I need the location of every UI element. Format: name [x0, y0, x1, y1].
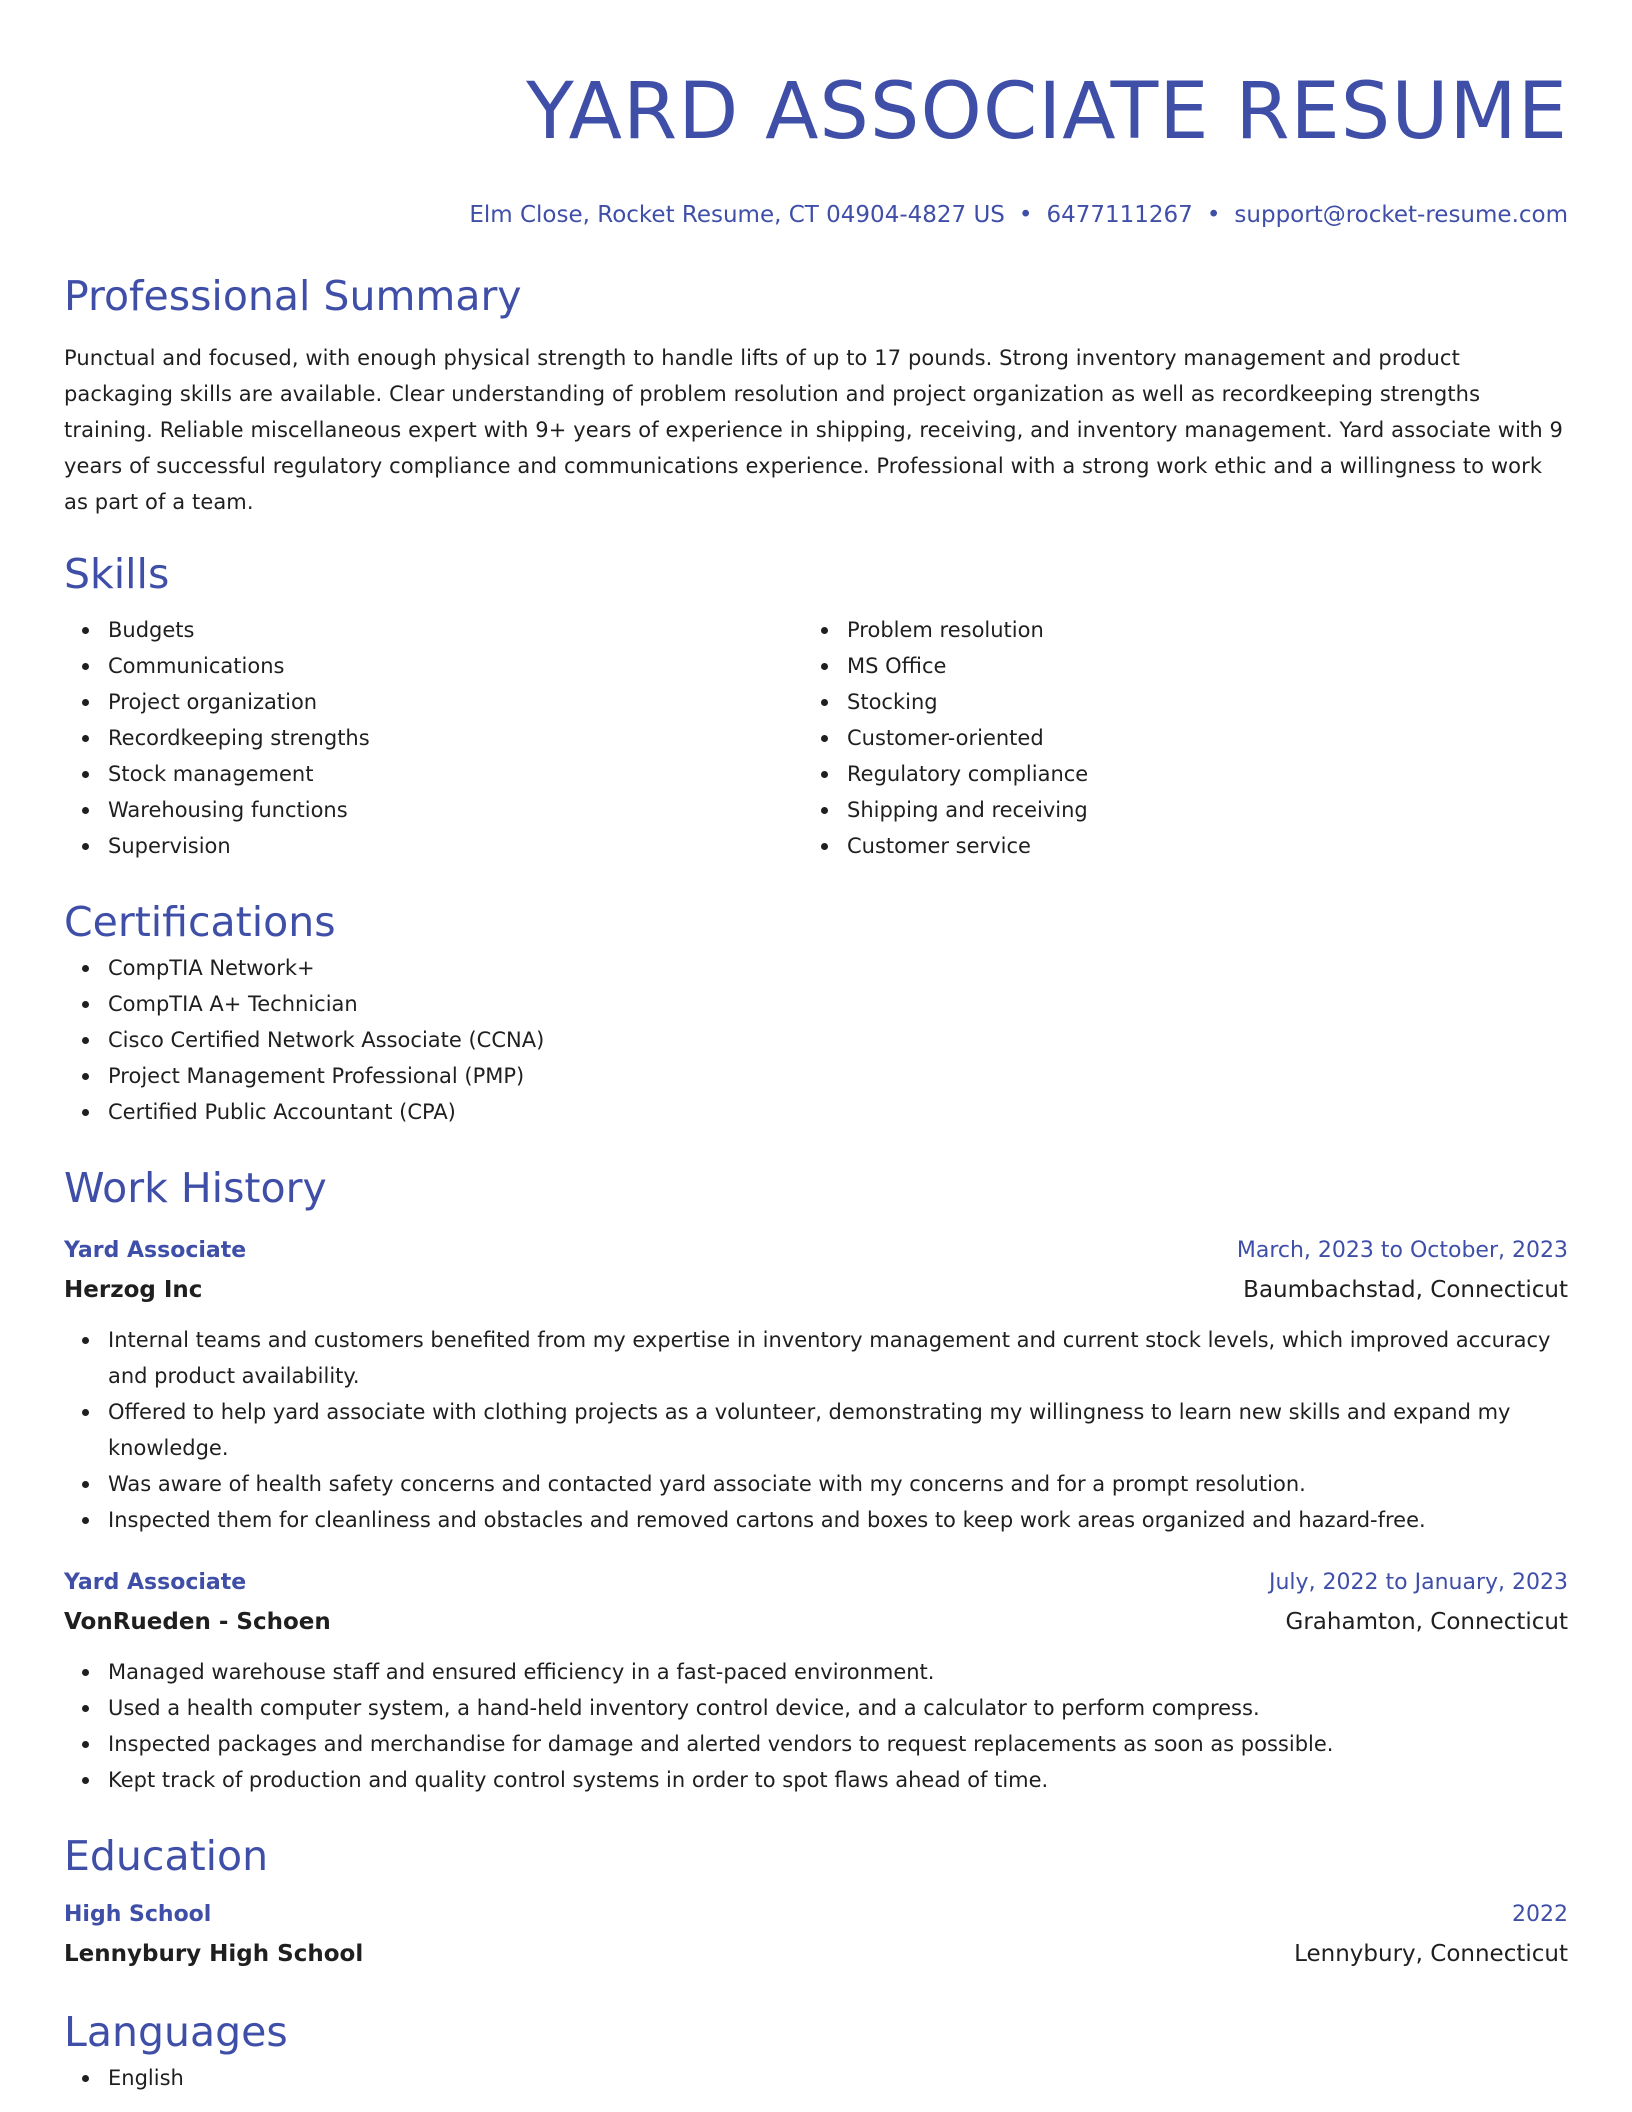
skill-item: Shipping and receiving — [847, 792, 1542, 828]
education-degree: High School — [64, 1902, 212, 1927]
certifications-list — [64, 950, 1568, 1130]
skill-item: Project organization — [108, 684, 803, 720]
job-location: Grahamton, Connecticut — [1285, 1609, 1568, 1635]
skill-item: Regulatory compliance — [847, 756, 1542, 792]
certification-item: Cisco Certified Network Associate (CCNA) — [108, 1022, 1568, 1058]
job-duty: Used a health computer system, a hand-held inventory control device, and a calculator to perform compress. — [108, 1690, 1568, 1726]
job-entry — [64, 1232, 1568, 1538]
job-company-row — [64, 1270, 1568, 1310]
contact-email: support@rocket-resume.com — [1234, 202, 1568, 228]
contact-address: Elm Close, Rocket Resume, CT 04904-4827 US — [469, 202, 1005, 228]
languages-list — [64, 2060, 1568, 2096]
education-header-row — [64, 1896, 1568, 1934]
job-header-row — [64, 1564, 1568, 1602]
contact-line — [64, 198, 1568, 232]
job-duty: Internal teams and customers benefited from my expertise in inventory management and current stock levels, which improved accuracy and product availability. — [108, 1322, 1568, 1394]
skill-item: Budgets — [108, 612, 803, 648]
skill-item: Stock management — [108, 756, 803, 792]
contact-phone: 6477111267 — [1046, 202, 1193, 228]
education-school-row — [64, 1934, 1568, 1974]
certification-item: Certified Public Accountant (CPA) — [108, 1094, 1568, 1130]
job-location: Baumbachstad, Connecticut — [1243, 1277, 1568, 1303]
certifications-heading: Certifications — [64, 898, 336, 946]
job-entry — [64, 1564, 1568, 1798]
skill-item: Stocking — [847, 684, 1542, 720]
skill-item: Problem resolution — [847, 612, 1542, 648]
job-duty: Kept track of production and quality control systems in order to spot flaws ahead of time. — [108, 1762, 1568, 1798]
education-year: 2022 — [1512, 1902, 1568, 1927]
skill-item: Communications — [108, 648, 803, 684]
skill-item: Customer service — [847, 828, 1542, 864]
job-role: Yard Associate — [64, 1238, 247, 1263]
work-history-heading: Work History — [64, 1164, 327, 1212]
job-duty: Managed warehouse staff and ensured efficiency in a fast-paced environment. — [108, 1654, 1568, 1690]
skill-item: MS Office — [847, 648, 1542, 684]
education-entry — [64, 1896, 1568, 1974]
job-company: Herzog Inc — [64, 1277, 203, 1303]
job-header-row — [64, 1232, 1568, 1270]
contact-separator: • — [1018, 202, 1033, 228]
skills-columns — [64, 612, 1568, 864]
job-duty: Inspected packages and merchandise for damage and alerted vendors to request replacements as soon as possible. — [108, 1726, 1568, 1762]
certification-item: CompTIA A+ Technician — [108, 986, 1568, 1022]
skills-list-right — [803, 612, 1542, 864]
summary-text: Punctual and focused, with enough physical strength to handle lifts of up to 17 pounds. Strong inventory management and product packaging skills are available. Clear understanding of problem resolution and project organization as well as recordkeeping strengths training. Reliable miscellaneous expert with 9+ years of experience in shipping, receiving, and inventory management. Yard associate with 9 years of successful regulatory compliance and communications experience. Professional with a strong work ethic and a willingness to work as part of a team. — [64, 346, 1563, 514]
skill-item: Customer-oriented — [847, 720, 1542, 756]
skills-heading: Skills — [64, 550, 170, 598]
skill-item: Supervision — [108, 828, 803, 864]
resume-title: YARD ASSOCIATE RESUME — [526, 67, 1568, 157]
job-dates: July, 2022 to January, 2023 — [1269, 1570, 1568, 1595]
job-company-row — [64, 1602, 1568, 1642]
skill-item: Recordkeeping strengths — [108, 720, 803, 756]
certification-item: Project Management Professional (PMP) — [108, 1058, 1568, 1094]
skills-column-left — [64, 612, 803, 864]
language-item: English — [108, 2060, 1568, 2096]
contact-separator: • — [1206, 202, 1221, 228]
job-duty: Offered to help yard associate with clothing projects as a volunteer, demonstrating my willingness to learn new skills and expand my knowledge. — [108, 1394, 1568, 1466]
certification-item: CompTIA Network+ — [108, 950, 1568, 986]
skills-column-right — [803, 612, 1542, 864]
skills-list-left — [64, 612, 803, 864]
job-dates: March, 2023 to October, 2023 — [1236, 1238, 1568, 1263]
skill-item: Warehousing functions — [108, 792, 803, 828]
job-duties-list — [64, 1654, 1568, 1798]
education-location: Lennybury, Connecticut — [1294, 1941, 1568, 1967]
job-duty: Was aware of health safety concerns and contacted yard associate with my concerns and for a prompt resolution. — [108, 1466, 1568, 1502]
job-role: Yard Associate — [64, 1570, 247, 1595]
education-heading: Education — [64, 1832, 269, 1880]
job-duties-list — [64, 1322, 1568, 1538]
job-duty: Inspected them for cleanliness and obstacles and removed cartons and boxes to keep work areas organized and hazard-free. — [108, 1502, 1568, 1538]
languages-heading: Languages — [64, 2008, 288, 2056]
job-company: VonRueden - Schoen — [64, 1609, 331, 1635]
education-school: Lennybury High School — [64, 1941, 364, 1967]
summary-heading: Professional Summary — [64, 272, 522, 320]
